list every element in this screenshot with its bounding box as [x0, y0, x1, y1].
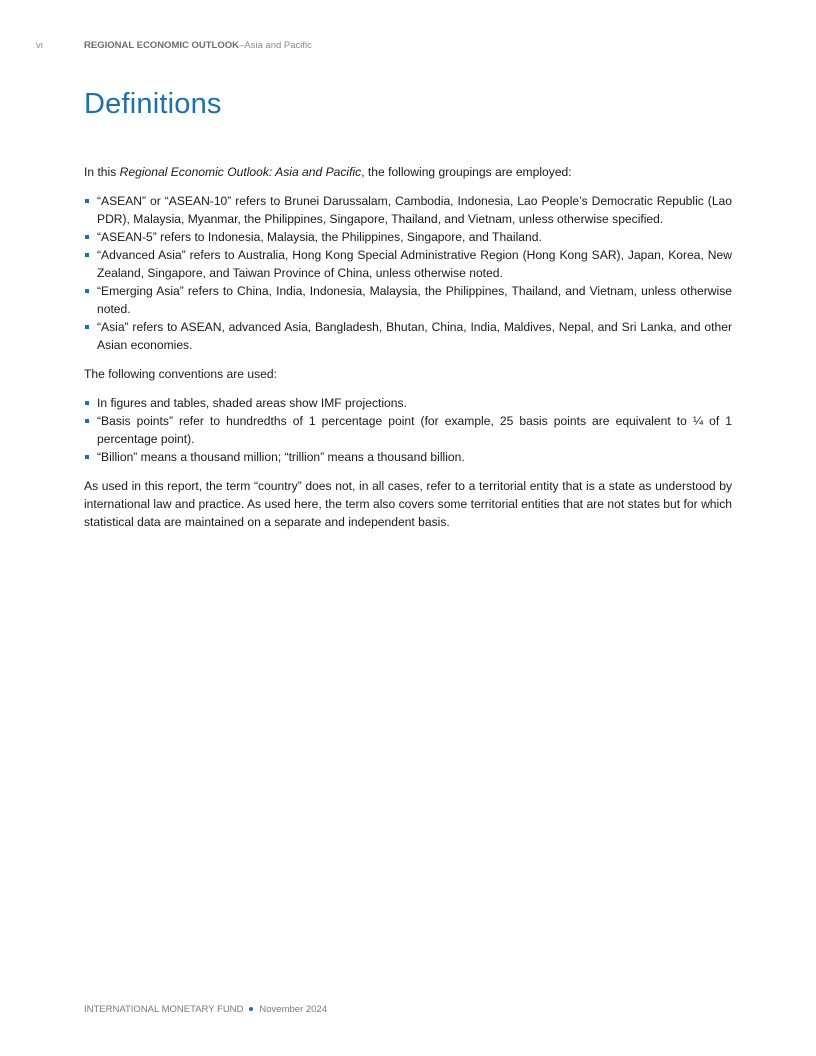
grouping-emerging-asia: “Emerging Asia” refers to China, India, Indonesia, Malaysia, the Philippines, Thailand, and Vietnam, unless otherwise noted. — [97, 284, 732, 316]
intro-text-before: In this — [84, 165, 120, 179]
square-bullet-icon — [85, 235, 89, 239]
list-item — [84, 246, 732, 282]
conventions-intro: The following conventions are used: — [84, 367, 277, 381]
square-bullet-icon — [85, 325, 89, 329]
list-item — [84, 318, 732, 354]
grouping-advanced-asia: “Advanced Asia” refers to Australia, Hong Kong Special Administrative Region (Hong Kong SAR), Japan, Korea, New Zealand, Singapore, and Taiwan Province of China, unless otherwise noted. — [97, 248, 732, 280]
grouping-asean: “ASEAN” or “ASEAN-10” refers to Brunei Darussalam, Cambodia, Indonesia, Lao People’s Democratic Republic (Lao PDR), Malaysia, Myanmar, the Philippines, Singapore, Thailand, and Vietnam, unless otherwise specified. — [97, 194, 732, 226]
page-title: Definitions — [84, 88, 222, 120]
list-item — [84, 412, 732, 448]
square-bullet-icon — [85, 289, 89, 293]
body-content — [84, 163, 732, 531]
convention-basis-points: “Basis points” refer to hundredths of 1 percentage point (for example, 25 basis points are equivalent to ¼ of 1 percentage point). — [97, 414, 732, 446]
square-bullet-icon — [85, 419, 89, 423]
square-bullet-icon — [85, 455, 89, 459]
grouping-asia: “Asia” refers to ASEAN, advanced Asia, Bangladesh, Bhutan, China, India, Maldives, Nepal, and Sri Lanka, and other Asian economies. — [97, 320, 732, 352]
list-item — [84, 448, 732, 466]
dot-separator-icon — [249, 1007, 253, 1011]
report-title: REGIONAL ECONOMIC OUTLOOK — [84, 40, 239, 51]
page-footer — [84, 1004, 327, 1015]
footer-organization: INTERNATIONAL MONETARY FUND — [84, 1004, 244, 1015]
page-number: vi — [36, 40, 43, 51]
square-bullet-icon — [85, 253, 89, 257]
intro-text-after: , the following groupings are employed: — [361, 165, 572, 179]
running-header — [36, 40, 312, 51]
report-name-italic: Regional Economic Outlook: Asia and Pacific — [119, 165, 362, 179]
conventions-list — [84, 394, 732, 466]
footer-date: November 2024 — [259, 1004, 328, 1015]
groupings-list — [84, 192, 732, 354]
list-item — [84, 228, 732, 246]
closing-paragraph: As used in this report, the term “country” does not, in all cases, refer to a territorial entity that is a state as understood by international law and practice. As used here, the term also covers some territorial entities that are not states but for which statistical data are maintained on a separate and independent basis. — [84, 479, 732, 529]
intro-paragraph — [84, 163, 732, 181]
square-bullet-icon — [85, 401, 89, 405]
header-separator: – — [239, 40, 245, 51]
convention-shaded-areas: In figures and tables, shaded areas show IMF projections. — [97, 396, 407, 410]
list-item — [84, 394, 732, 412]
grouping-asean-5: “ASEAN-5” refers to Indonesia, Malaysia, the Philippines, Singapore, and Thailand. — [97, 230, 542, 244]
list-item — [84, 192, 732, 228]
convention-billion-trillion: “Billion” means a thousand million; “trillion” means a thousand billion. — [97, 450, 465, 464]
square-bullet-icon — [85, 199, 89, 203]
report-subtitle: Asia and Pacific — [244, 40, 312, 51]
list-item — [84, 282, 732, 318]
